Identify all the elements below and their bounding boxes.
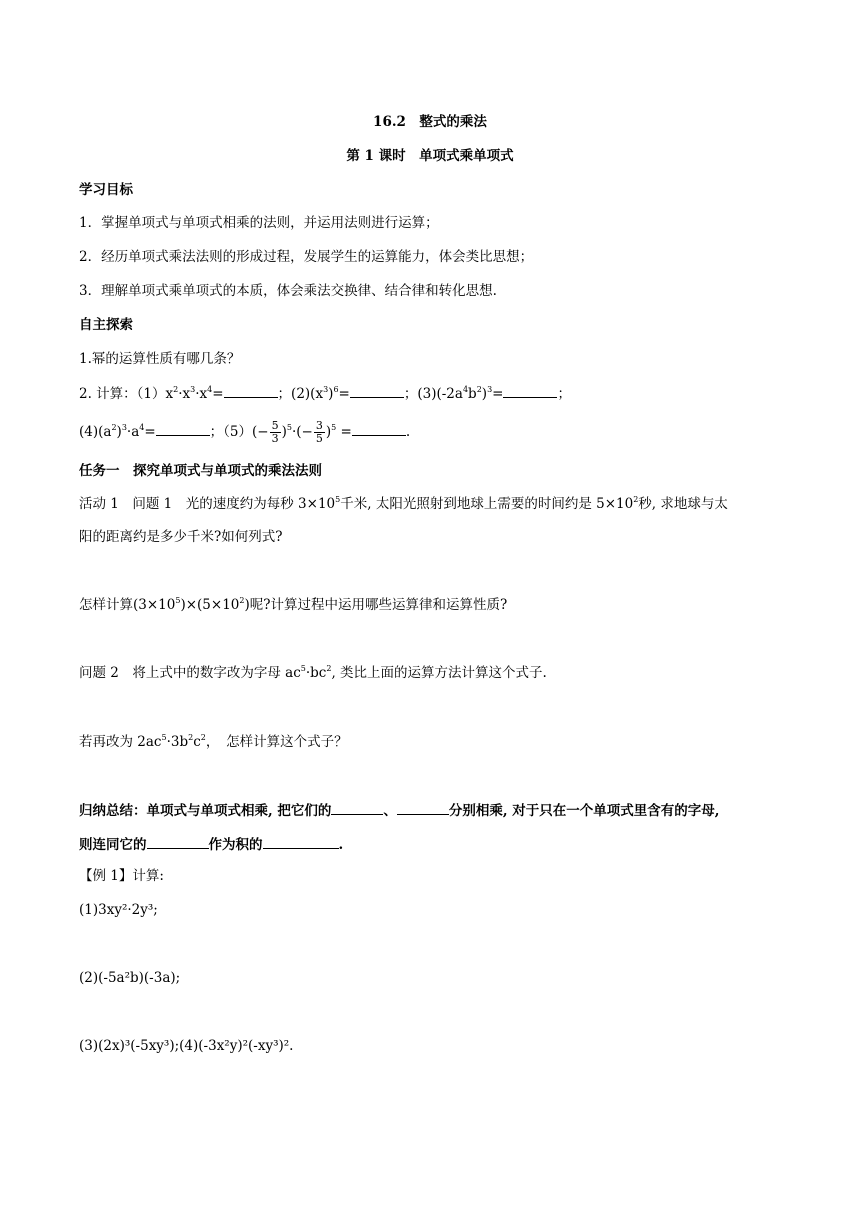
problem-2: 问题 2 将上式中的数字改为字母 $ac^5\cdot bc^2$, 类比上面的运算方法计算这个式子.: [79, 664, 547, 681]
example-item-2: (2)(-5a²b)(-3a);: [79, 970, 181, 986]
answer-blank[interactable]: [350, 383, 404, 398]
goal-item-2: 2．经历单项式乘法法则的形成过程，发展学生的运算能力，体会类比思想；: [79, 249, 534, 265]
q2-part3: ；(3): [403, 386, 437, 402]
summary-text-e: 作为积的: [208, 837, 263, 853]
summary-text-f: .: [338, 837, 344, 853]
summary-text-d: 则连同它的: [79, 837, 147, 853]
activity-text-b: 千米, 太阳光照射到地球上需要的时间约是 5×10: [340, 496, 634, 512]
goal-item-1: 1．掌握单项式与单项式相乘的法则，并运用法则进行运算；: [79, 215, 439, 231]
fraction: $\frac{3}{5}$: [315, 419, 323, 445]
example-label: 【例 1】计算:: [79, 868, 164, 884]
extension-text-b: ·3b: [166, 734, 189, 750]
summary-text-b: 、: [383, 803, 397, 819]
how-to-calculate: 怎样计算$(3\times 10^5)\times(5\times 10^2)$呢?计算过程中运用哪些运算律和运算性质?: [79, 596, 508, 613]
goals-heading: 学习目标: [79, 182, 133, 198]
q2-part2: ；(2): [277, 386, 311, 402]
summary-line-1: [79, 800, 800, 821]
answer-blank[interactable]: [397, 800, 449, 815]
answer-blank[interactable]: [331, 800, 383, 815]
section-title: 16.2 整式的乘法: [373, 114, 487, 130]
summary-line-2: [79, 834, 800, 855]
answer-blank[interactable]: [147, 834, 209, 849]
extension-question: 若再改为 $2ac^5\cdot 3b^2c^2$， 怎样计算这个式子？: [79, 733, 348, 750]
how-text-a: 怎样计算(3×10: [79, 597, 176, 613]
extension-text-c: c: [193, 734, 201, 750]
summary-text-c: 分别相乘, 对于只在一个单项式里含有的字母,: [448, 803, 720, 819]
task1-heading: 任务一 探究单项式与单项式的乘法法则: [79, 463, 322, 479]
answer-blank[interactable]: [156, 421, 210, 436]
q2-prefix: 2. 计算：（1）: [79, 386, 166, 402]
goal-item-3: 3．理解单项式乘单项式的本质，体会乘法交换律、结合律和转化思想.: [79, 283, 497, 299]
explore-question-2: 2. 计算：$(1)x^2\cdot x^3\cdot x^4=$ ；$(2)(x^3)^6=$ ；$(3)(-2a^4b^2)^3=$ ；: [79, 385, 571, 402]
fraction: $\frac{5}{3}$: [271, 419, 279, 445]
activity-text-c: 秒, 求地球与太: [638, 496, 728, 512]
problem2-text-a: 问题 2 将上式中的数字改为字母 ac: [79, 665, 301, 681]
answer-blank[interactable]: [352, 421, 406, 436]
summary-text-a: 归纳总结：单项式与单项式相乘, 把它们的: [79, 803, 332, 819]
q2b-part5: ；（5）: [209, 424, 253, 440]
answer-blank[interactable]: [263, 834, 339, 849]
q2-end: ；: [557, 386, 571, 402]
extension-text-a: 若再改为 2ac: [79, 734, 162, 750]
explore-question-1: 1.幂的运算性质有哪几条？: [79, 351, 241, 367]
activity1-problem1: 活动 1 问题 1 光的速度约为每秒 $3\times 10^5$千米, 太阳光照射到地球上需要的时间约是 $5\times 10^2$秒, 求地球与太: [79, 495, 728, 512]
lesson-subtitle: 第 1 课时 单项式乘单项式: [346, 148, 514, 164]
q2b-end: .: [405, 424, 411, 440]
answer-blank[interactable]: [224, 383, 278, 398]
example-item-1: (1)3xy²·2y³;: [79, 902, 158, 918]
explore-heading: 自主探索: [79, 317, 133, 333]
explore-question-2b: $(4)(a^2)^3\cdot a^4=$ ；（5）(− $\frac{5}{3}$ )$^5$·(− $\frac{3}{5}$ )$^5$ = .: [79, 419, 411, 445]
problem2-text-b: ·bc: [305, 665, 327, 681]
example-item-3: (3)(2x)³(-5xy³);(4)(-3x²y)²(-xy³)².: [79, 1038, 294, 1054]
how-text-b: )×(5×10: [180, 597, 240, 613]
how-text-c: )呢?计算过程中运用哪些运算律和运算性质?: [244, 597, 508, 613]
answer-blank[interactable]: [503, 383, 557, 398]
q2b-part4: (4): [79, 424, 99, 440]
extension-text-d: ， 怎样计算这个式子？: [205, 734, 348, 750]
activity1-problem1-line2: 阳的距离约是多少千米?如何列式?: [79, 529, 283, 545]
problem2-text-c: , 类比上面的运算方法计算这个式子.: [331, 665, 547, 681]
activity-text-a: 活动 1 问题 1 光的速度约为每秒 3×10: [79, 496, 336, 512]
